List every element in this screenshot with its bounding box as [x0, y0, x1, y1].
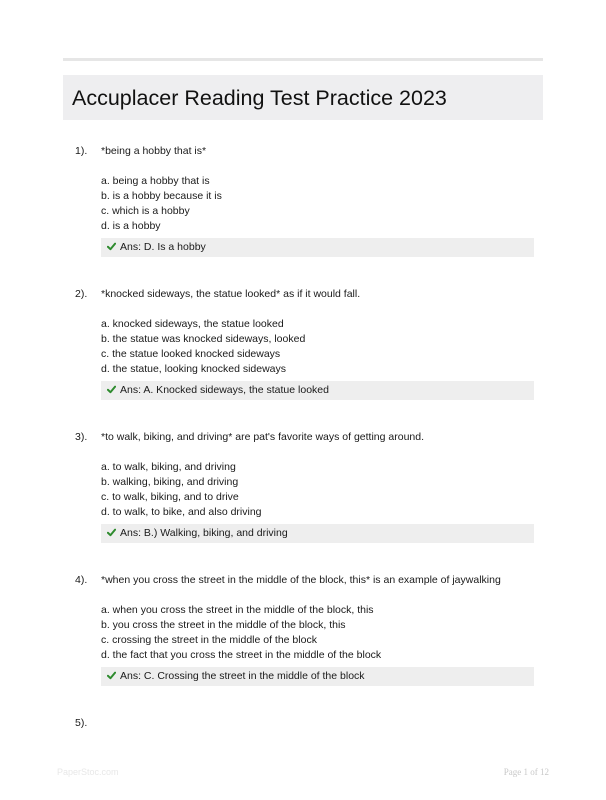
checkmark-icon [107, 242, 116, 251]
question-number: 3). [75, 431, 88, 443]
option-a: a. knocked sideways, the statue looked [101, 318, 284, 330]
question-number: 2). [75, 288, 88, 300]
option-b: b. is a hobby because it is [101, 190, 222, 202]
question-text: *being a hobby that is* [101, 145, 207, 157]
question-text: *when you cross the street in the middle of the block, this* is an example of jaywalking [101, 574, 501, 586]
answer-box [101, 238, 534, 257]
options-list [101, 174, 222, 234]
answer-box [101, 667, 534, 686]
title-bar [63, 75, 543, 120]
option-d: d. is a hobby [101, 220, 161, 232]
footer-watermark: PaperStoc.com [57, 767, 119, 777]
option-d: d. to walk, to bike, and also driving [101, 506, 262, 518]
option-a: a. when you cross the street in the middle of the block, this [101, 604, 374, 616]
options-list [101, 317, 305, 377]
option-b: b. walking, biking, and driving [101, 476, 239, 488]
option-d: d. the statue, looking knocked sideways [101, 363, 287, 375]
answer-box [101, 381, 534, 400]
answer-text: Ans: A. Knocked sideways, the statue looked [120, 384, 329, 396]
option-a: a. being a hobby that is [101, 175, 210, 187]
checkmark-icon [107, 528, 116, 537]
answer-text: Ans: B.) Walking, biking, and driving [120, 527, 288, 539]
question-number: 1). [75, 145, 88, 157]
options-list [101, 603, 381, 663]
option-c: c. crossing the street in the middle of the block [101, 634, 317, 646]
answer-text: Ans: C. Crossing the street in the middle of the block [120, 670, 365, 682]
option-c: c. which is a hobby [101, 205, 190, 217]
checkmark-icon [107, 671, 116, 680]
answer-text: Ans: D. Is a hobby [120, 241, 206, 253]
question-number: 5). [75, 717, 88, 729]
page-number: Page 1 of 12 [503, 767, 549, 777]
question-text: *to walk, biking, and driving* are pat's favorite ways of getting around. [101, 431, 425, 443]
checkmark-icon [107, 385, 116, 394]
question-number: 4). [75, 574, 88, 586]
option-b: b. the statue was knocked sideways, looked [101, 333, 306, 345]
option-c: c. the statue looked knocked sideways [101, 348, 281, 360]
top-rule [63, 58, 543, 61]
question-text: *knocked sideways, the statue looked* as if it would fall. [101, 288, 361, 300]
option-a: a. to walk, biking, and driving [101, 461, 236, 473]
options-list [101, 460, 262, 520]
page-title: Accuplacer Reading Test Practice 2023 [72, 86, 447, 110]
option-c: c. to walk, biking, and to drive [101, 491, 239, 503]
answer-box [101, 524, 534, 543]
option-d: d. the fact that you cross the street in the middle of the block [101, 649, 382, 661]
option-b: b. you cross the street in the middle of the block, this [101, 619, 346, 631]
